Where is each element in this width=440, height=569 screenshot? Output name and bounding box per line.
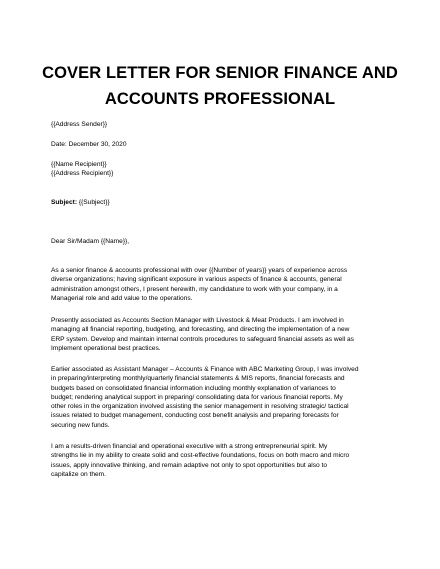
paragraph-line: in preparing/interpreting monthly/quarterly financial statements & MIS reports, financial forecasts and [51, 375, 345, 383]
paragraph-1 [51, 266, 396, 303]
paragraph-line: budget; rendering analytical support in preparing/ consolidating data for various financial reports. My [51, 393, 343, 401]
paragraph-line: strengths lie in my ability to create solid and cost-effective foundations, focus on both macro and micro [51, 452, 350, 460]
paragraph-line: Presently associated as Accounts Section Manager with Livestock & Meat Products. I am involved in [51, 317, 344, 324]
title-line-2: ACCOUNTS PROFESSIONAL [104, 90, 336, 108]
paragraph-line: Implement operational best practices. [51, 344, 161, 352]
paragraph-line: ERP system. Develop and maintain internal controls procedures to safeguard financial assets as well as [51, 335, 354, 343]
subject-label: Subject: [51, 199, 78, 206]
paragraph-line: diverse organizations; having significant exposure in various aspects of finance & accounts, general [51, 276, 342, 284]
letter-date: Date: December 30, 2020 [51, 141, 127, 148]
name-recipient: {{Name Recipient}} [51, 161, 107, 168]
paragraph-line: other roles in the organization involved assisting the senior management in resolving strategic/ tactical [51, 403, 349, 411]
address-sender: {{Address Sender}} [51, 121, 108, 128]
salutation: Dear Sir/Madam {{Name}}, [51, 238, 130, 245]
paragraph-line: administration amongst others, I present herewith, my candidature to work with your company, in a [51, 285, 338, 293]
paragraph-line: issues, apply innovative thinking, and remain adaptive not only to spot opportunities but also to [51, 461, 328, 469]
paragraph-line: issues related to budget management, conducting cost benefit analysis and preparing forecasts for [51, 412, 339, 420]
paragraph-2 [51, 316, 396, 353]
paragraph-line: managing all financial reporting, budgeting, and forecasting, and directing the implementation of a new [51, 326, 350, 334]
paragraph-line: Managerial role and add value to the operations. [51, 294, 193, 302]
paragraph-line: Earlier associated as Assistant Manager – Accounts & Finance with ABC Marketing Group, I was involved [51, 366, 359, 373]
subject-line [51, 198, 110, 207]
subject-value: {{Subject}} [77, 199, 110, 206]
paragraph-line: As a senior finance & accounts professional with over {{Number of years}} years of experience across [51, 267, 348, 274]
paragraph-line: securing new funds. [51, 421, 110, 429]
paragraph-line: I am a results-driven financial and operational executive with a strong entrepreneurial spirit. My [51, 443, 328, 450]
document-title [30, 60, 410, 112]
paragraph-line: budgets based on consolidated financial information including monthly explanation of variances to [51, 384, 336, 392]
paragraph-line: capitalize on them. [51, 470, 106, 478]
paragraph-3 [51, 365, 396, 430]
title-line-1: COVER LETTER FOR SENIOR FINANCE AND [42, 64, 398, 82]
address-recipient: {{Address Recipient}} [51, 170, 114, 177]
paragraph-4 [51, 442, 396, 479]
